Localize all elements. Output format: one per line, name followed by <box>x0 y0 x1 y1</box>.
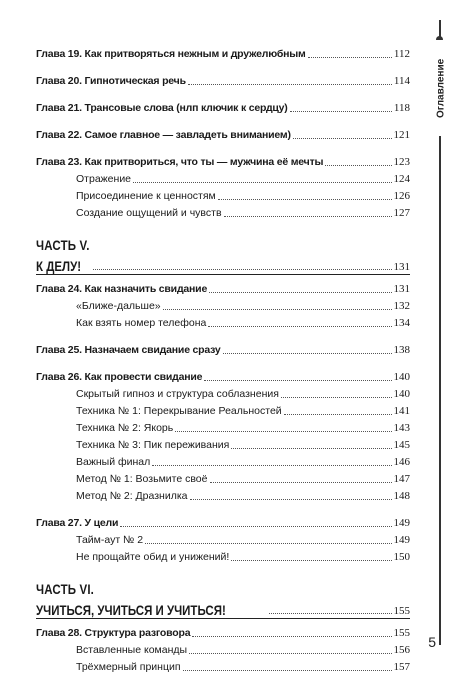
leader-dots <box>183 670 392 671</box>
toc-entry-sub <box>36 469 410 486</box>
toc-entry-page: 114 <box>393 75 410 87</box>
leader-dots <box>231 448 391 449</box>
toc-entry-sub <box>36 452 410 469</box>
leader-dots <box>210 482 392 483</box>
toc-entry-title: Метод № 1: Возьмите своё <box>76 473 208 485</box>
toc-entry-chapter <box>36 71 410 88</box>
leader-dots <box>218 199 392 200</box>
toc-entry-page: 150 <box>393 551 410 563</box>
table-of-contents <box>36 44 410 674</box>
toc-entry-page: 132 <box>393 300 410 312</box>
toc-entry-title: Глава 19. Как притворяться нежным и дружелюбным <box>36 48 306 60</box>
toc-entry-title: Тайм-аут № 2 <box>76 534 144 546</box>
toc-entry-page: 140 <box>393 371 410 383</box>
part-5-title-row <box>36 254 410 275</box>
section-sidebar <box>432 0 450 678</box>
toc-entry-page: 149 <box>393 517 410 529</box>
toc-entry-page: 157 <box>393 661 410 673</box>
leader-dots <box>209 292 391 293</box>
toc-entry-page: 145 <box>393 439 410 451</box>
toc-entry-page: 143 <box>393 422 410 434</box>
leader-dots <box>175 431 391 432</box>
toc-entry-page: 140 <box>393 388 410 400</box>
toc-entry-title: Присоединение к ценностям <box>76 190 216 202</box>
part-5-title: К ДЕЛУ! <box>36 258 82 274</box>
leader-dots <box>145 543 391 544</box>
toc-entry-page: 126 <box>393 190 410 202</box>
toc-entry-title: «Ближе-дальше» <box>76 300 161 312</box>
toc-entry-title: Техника № 3: Пик переживания <box>76 439 230 451</box>
part-5-page: 131 <box>393 261 410 273</box>
part-6-page: 155 <box>393 605 410 617</box>
leader-dots <box>190 499 392 500</box>
part-6-title: УЧИТЬСЯ, УЧИТЬСЯ И УЧИТЬСЯ! <box>36 602 226 618</box>
toc-entry-sub <box>36 486 410 503</box>
page-number: 5 <box>428 634 436 650</box>
toc-entry-page: 146 <box>393 456 410 468</box>
toc-entry-sub <box>36 530 410 547</box>
toc-entry-page: 156 <box>393 644 410 656</box>
toc-entry-chapter <box>36 125 410 142</box>
toc-entry-page: 155 <box>393 627 410 639</box>
leader-dots <box>208 326 391 327</box>
toc-entry-sub <box>36 547 410 564</box>
toc-block-part4 <box>36 44 410 220</box>
toc-entry-chapter <box>36 152 410 169</box>
leader-dots <box>293 138 392 139</box>
toc-entry-page: 127 <box>393 207 410 219</box>
toc-entry-sub <box>36 169 410 186</box>
leader-dots <box>325 165 391 166</box>
toc-entry-page: 138 <box>393 344 410 356</box>
leader-dots <box>224 216 392 217</box>
toc-block-part6 <box>36 619 410 674</box>
toc-entry-title: Глава 22. Самое главное — завладеть вниманием) <box>36 129 291 141</box>
toc-entry-page: 131 <box>393 283 410 295</box>
leader-dots <box>223 353 392 354</box>
toc-entry-sub <box>36 384 410 401</box>
toc-entry-page: 147 <box>393 473 410 485</box>
toc-entry-page: 123 <box>393 156 410 168</box>
toc-entry-page: 148 <box>393 490 410 502</box>
toc-entry-chapter <box>36 98 410 115</box>
toc-entry-title: Глава 28. Структура разговора <box>36 627 191 639</box>
toc-entry-chapter <box>36 367 410 384</box>
toc-entry-title: Глава 24. Как назначить свидание <box>36 283 208 295</box>
toc-entry-title: Вставленные команды <box>76 644 188 656</box>
part-6-number: ЧАСТЬ VI. <box>36 581 95 597</box>
leader-dots <box>308 57 392 58</box>
toc-entry-title: Глава 26. Как провести свидание <box>36 371 203 383</box>
toc-entry-page: 141 <box>393 405 410 417</box>
toc-entry-title: Глава 27. У цели <box>36 517 119 529</box>
leader-dots <box>133 182 391 183</box>
toc-entry-title: Не прощайте обид и унижений! <box>76 551 230 563</box>
toc-entry-title: Глава 23. Как притвориться, что ты — мужчина её мечты <box>36 156 324 168</box>
toc-entry-page: 149 <box>393 534 410 546</box>
part-6-title-row <box>36 598 410 619</box>
toc-entry-sub <box>36 435 410 452</box>
leader-dots <box>188 84 392 85</box>
leader-dots <box>290 111 392 112</box>
toc-entry-sub <box>36 186 410 203</box>
toc-entry-title: Трёхмерный принцип <box>76 661 181 673</box>
toc-entry-title: Метод № 2: Дразнилка <box>76 490 188 502</box>
toc-entry-title: Скрытый гипноз и структура соблазнения <box>76 388 279 400</box>
toc-entry-title: Техника № 1: Перекрывание Реальностей <box>76 405 282 417</box>
leader-dots <box>284 414 392 415</box>
toc-entry-sub <box>36 296 410 313</box>
toc-entry-sub <box>36 418 410 435</box>
leader-dots <box>231 560 391 561</box>
toc-entry-title: Техника № 2: Якорь <box>76 422 174 434</box>
toc-entry-title: Создание ощущений и чувств <box>76 207 222 219</box>
toc-entry-chapter <box>36 279 410 296</box>
toc-entry-title: Глава 20. Гипнотическая речь <box>36 75 186 87</box>
toc-entry-page: 124 <box>393 173 410 185</box>
toc-entry-title: Как взять номер телефона <box>76 317 207 329</box>
toc-entry-title: Глава 21. Трансовые слова (нлп ключик к сердцу) <box>36 102 288 114</box>
part-5-heading <box>36 236 410 275</box>
toc-entry-chapter <box>36 513 410 530</box>
toc-entry-chapter <box>36 623 410 640</box>
leader-dots <box>281 397 392 398</box>
toc-entry-chapter <box>36 44 410 61</box>
toc-entry-sub <box>36 203 410 220</box>
leader-dots <box>163 309 392 310</box>
leader-dots <box>120 526 391 527</box>
toc-entry-sub <box>36 401 410 418</box>
sidebar-label: Оглавление <box>432 40 450 136</box>
leader-dots <box>189 653 391 654</box>
toc-entry-sub <box>36 640 410 657</box>
toc-entry-title: Важный финал <box>76 456 151 468</box>
toc-entry-title: Глава 25. Назначаем свидание сразу <box>36 344 221 356</box>
part-5-number: ЧАСТЬ V. <box>36 237 90 253</box>
leader-dots <box>152 465 391 466</box>
toc-entry-chapter <box>36 340 410 357</box>
leader-dots <box>204 380 391 381</box>
toc-entry-page: 118 <box>393 102 410 114</box>
toc-entry-page: 121 <box>393 129 410 141</box>
toc-entry-sub <box>36 657 410 674</box>
leader-dots <box>192 636 391 637</box>
toc-block-part5 <box>36 275 410 564</box>
toc-entry-page: 134 <box>393 317 410 329</box>
toc-entry-sub <box>36 313 410 330</box>
part-6-heading <box>36 580 410 619</box>
toc-entry-page: 112 <box>393 48 410 60</box>
toc-entry-title: Отражение <box>76 173 132 185</box>
